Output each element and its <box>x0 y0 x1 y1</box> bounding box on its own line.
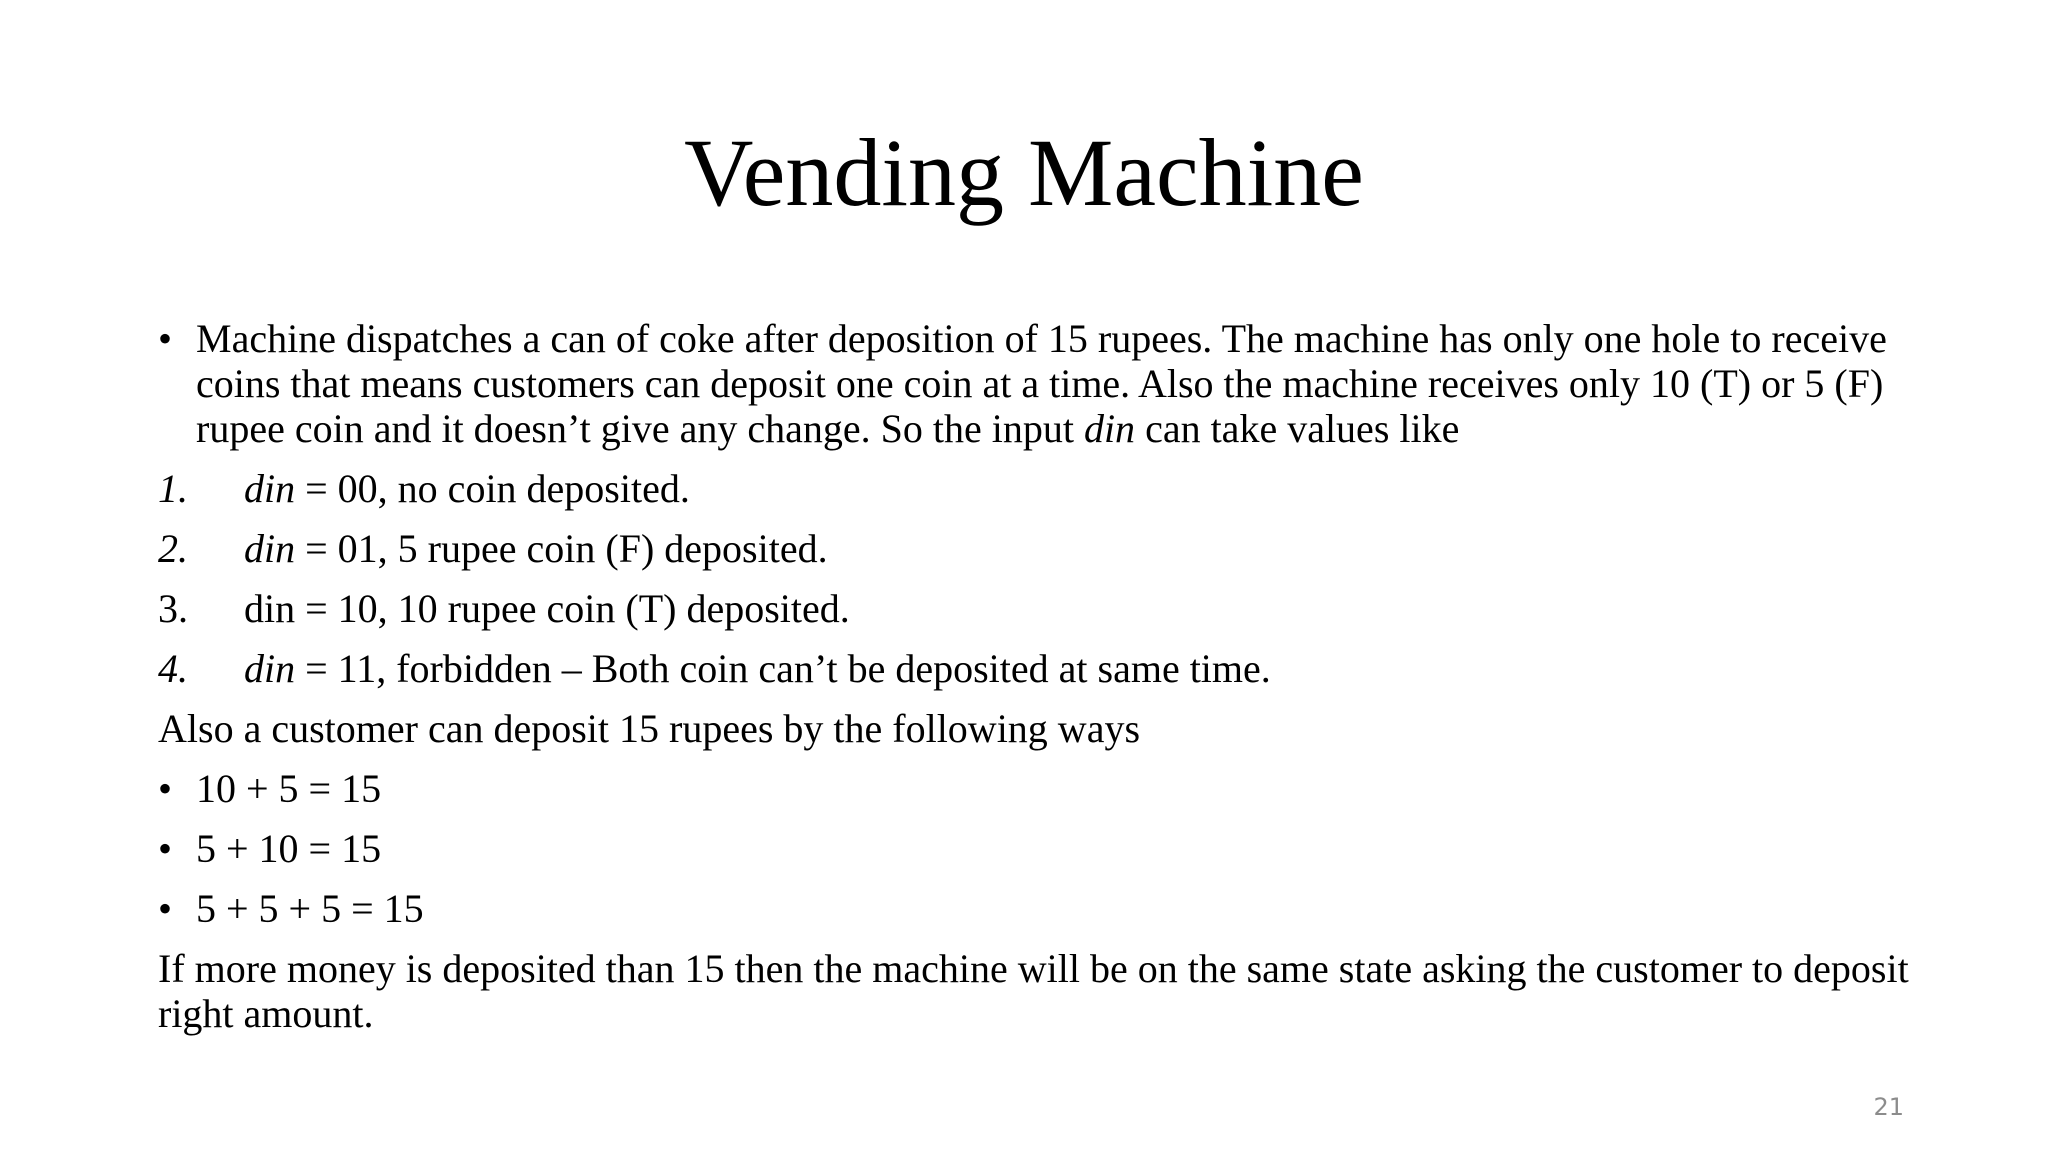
bullet-icon: • <box>158 886 173 931</box>
din-item-text: = 10, 10 rupee coin (T) deposited. <box>295 586 850 631</box>
way-item-1 <box>158 766 1918 811</box>
slide-body <box>158 316 1918 1036</box>
din-item-var: din <box>244 646 296 691</box>
closing-paragraph: If more money is deposited than 15 then the machine will be on the same state asking the customer to deposit right amount. <box>158 946 1909 1036</box>
din-item-var: din <box>244 466 296 511</box>
din-item-text: = 00, no coin deposited. <box>295 466 690 511</box>
slide-title: Vending Machine <box>684 119 1364 226</box>
way-item-2 <box>158 826 1918 871</box>
intro-din-term: din <box>1083 406 1136 451</box>
din-item-1 <box>158 466 1918 511</box>
din-item-number: 3. <box>158 586 188 631</box>
din-item-var: din <box>244 526 296 571</box>
way-item-text: 10 + 5 = 15 <box>196 766 382 811</box>
intro-paragraph <box>158 316 1918 451</box>
intro-text-end: can take values like <box>1135 406 1460 451</box>
page-number: 21 <box>1873 1093 1904 1121</box>
bullet-icon: • <box>158 826 173 871</box>
way-item-3 <box>158 886 1918 931</box>
ways-intro: Also a customer can deposit 15 rupees by the following ways <box>158 706 1141 751</box>
din-item-text: = 11, forbidden – Both coin can’t be deposited at same time. <box>295 646 1271 691</box>
bullet-icon: • <box>158 766 173 811</box>
din-item-var: din <box>244 586 296 631</box>
din-item-2 <box>158 526 1918 571</box>
intro-text-start: Machine dispatches a can of coke after deposition of 15 rupees. The machine has only one hole to receive coins that means customers can deposit one coin at a time. Also the machine receives only 10 (T) or 5 (F) rupee coin and it doesn’t give any change. So the input <box>196 316 1887 451</box>
din-item-number: 2. <box>158 526 188 571</box>
din-item-3 <box>158 586 1918 631</box>
bullet-icon: • <box>158 316 173 361</box>
din-item-number: 1. <box>158 466 188 511</box>
way-item-text: 5 + 10 = 15 <box>196 826 382 871</box>
din-item-text: = 01, 5 rupee coin (F) deposited. <box>295 526 828 571</box>
din-item-number: 4. <box>158 646 188 691</box>
way-item-text: 5 + 5 + 5 = 15 <box>196 886 424 931</box>
din-item-4 <box>158 646 1918 691</box>
